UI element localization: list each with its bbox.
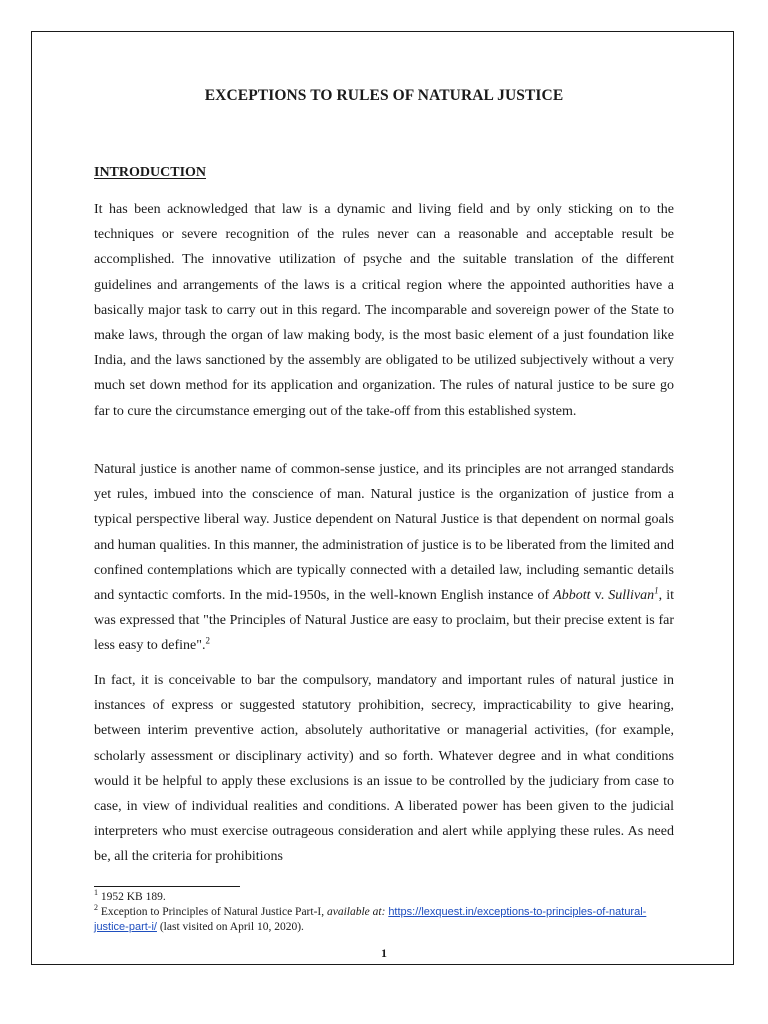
- paragraph-3: In fact, it is conceivable to bar the compulsory, mandatory and important rules of natural justice in instances of express or suggested statutory prohibition, secrecy, impracticability to give hearing, between interim preventive action, absolutely authoritative or managerial activities, (for example, scholarly assessment or disciplinary activity) and so forth. Whatever degree and in what conditions would it be helpful to apply these exclusions is an issue to be controlled by the judiciary from case to case, in view of individual realities and conditions. A liberated power has been given to the judicial interpreters who must exercise outrageous consideration and alert while applying these rules. As need be, all the criteria for prohibitions: [94, 673, 674, 865]
- paragraph-2-text-end: , it was expressed that "the Principles of Natural Justice are easy to proclaim, but their precise extent is far less easy to define".: [94, 588, 675, 654]
- footnote-1-number: 1: [94, 888, 98, 898]
- footnote-1-text: 1952 KB 189.: [98, 891, 166, 903]
- case-versus: v.: [590, 588, 609, 604]
- footnote-2-link[interactable]: https://lexquest.in/exceptions-to-principles-of-natural-justice-part-i/: [94, 906, 647, 933]
- paragraph-2-text-start: Natural justice is another name of common-sense justice, and its principles are not arranged standards yet rules, imbued into the conscience of man. Natural justice is the organization of justice from a typical perspective liberal way. Justice dependent on Natural Justice is that dependent on normal goals and human qualities. In this manner, the administration of justice is to be liberated from the limited and confined contemplations which are typically connected with a detailed law, including semantic details and syntactic comforts. In the mid-1950s, in the well-known English instance of: [94, 462, 674, 604]
- case-party-sullivan: Sullivan: [608, 588, 655, 604]
- footnote-ref-2[interactable]: 2: [205, 635, 210, 646]
- footnote-1: [94, 890, 674, 905]
- footnote-2-visited: (last visited on April 10, 2020).: [156, 921, 304, 933]
- footnote-ref-1[interactable]: 1: [654, 585, 659, 596]
- document-title: EXCEPTIONS TO RULES OF NATURAL JUSTICE: [204, 87, 564, 104]
- footnote-2-available-at: available at:: [326, 906, 386, 918]
- section-heading-introduction: INTRODUCTION: [94, 165, 207, 180]
- paragraph-1: It has been acknowledged that law is a dynamic and living field and by only sticking on to the techniques or severe recognition of the rules never can a reasonable and acceptable result be accomplished. The innovative utilization of psyche and the suitable translation of the different guidelines and arrangements of the laws is a critical region where the appointed authorities have a basically major task to carry out in this regard. The incomparable and sovereign power of the State to make laws, through the organ of law making body, is the most basic element of a just foundation like India, and the laws sanctioned by the assembly are obligated to be utilized subjectively without a very much set down method for its application and organization. The rules of natural justice to be sure go far to cure the circumstance emerging out of the take-off from this established system.: [94, 202, 674, 419]
- footnote-separator: [94, 886, 240, 887]
- footnote-2-number: 2: [94, 903, 98, 913]
- paragraph-2: [94, 457, 674, 659]
- case-party-abbott: Abbott: [553, 588, 591, 604]
- footnote-2-text: Exception to Principles of Natural Justice Part-I,: [98, 906, 327, 918]
- page-number: 1: [381, 946, 387, 960]
- footnote-2: [94, 905, 674, 935]
